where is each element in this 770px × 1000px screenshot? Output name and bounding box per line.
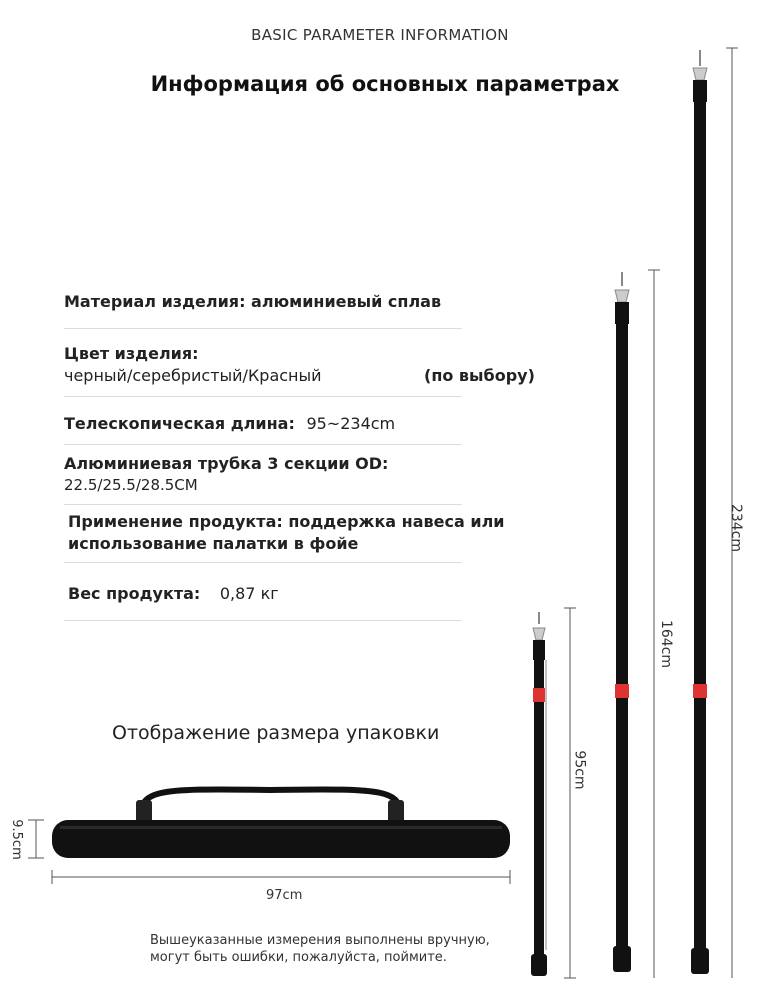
divider	[64, 396, 462, 397]
spec-use-line2: использование палатки в фойе	[68, 534, 359, 553]
short-pole	[531, 612, 547, 976]
divider	[64, 620, 462, 621]
spec-material-label: Материал изделия:	[64, 292, 246, 311]
short-pole-length-label: 95cm	[571, 750, 588, 790]
package-width-label: 97cm	[266, 888, 303, 903]
spec-tube	[64, 454, 388, 473]
measurement-note-line2: могут быть ошибки, пожалуйста, поймите.	[150, 950, 447, 965]
long-pole-length-label: 234cm	[728, 503, 745, 553]
spec-color-choice: (по выбору)	[424, 366, 535, 385]
spec-material	[64, 292, 441, 311]
divider	[64, 444, 462, 445]
spec-use-line1: Применение продукта: поддержка навеса или	[68, 512, 505, 531]
poles-illustration	[510, 40, 745, 980]
divider	[64, 504, 462, 505]
medium-pole-length-label: 164cm	[658, 619, 675, 669]
divider	[64, 562, 462, 563]
spec-tube-od: OD:	[349, 454, 389, 473]
spec-length	[64, 414, 395, 433]
divider	[64, 328, 462, 329]
package-title: Отображение размера упаковки	[112, 722, 440, 744]
package-height-label: 9.5cm	[8, 819, 24, 860]
page-title: Информация об основных параметрах	[150, 72, 620, 96]
medium-pole	[613, 272, 631, 972]
spec-weight-label: Вес продукта:	[68, 584, 201, 603]
spec-length-value: 95~234cm	[306, 414, 396, 433]
header-title-en: BASIC PARAMETER INFORMATION	[251, 26, 509, 44]
measurement-note	[150, 932, 490, 966]
spec-tube-value: 22.5/25.5/28.5CM	[64, 476, 198, 494]
measurement-note-line1: Вышеуказанные измерения выполнены вручную,	[150, 933, 490, 948]
long-pole	[691, 50, 709, 974]
spec-length-label: Телескопическая длина:	[64, 414, 295, 433]
spec-material-value: алюминиевый сплав	[245, 292, 442, 311]
spec-color-label: Цвет изделия:	[64, 344, 199, 363]
spec-tube-label: Алюминиевая трубка 3 секции	[64, 454, 350, 473]
spec-color-value: черный/серебристый/Красный	[64, 366, 322, 385]
spec-weight-value: 0,87 кг	[219, 584, 279, 603]
spec-weight	[68, 584, 279, 603]
